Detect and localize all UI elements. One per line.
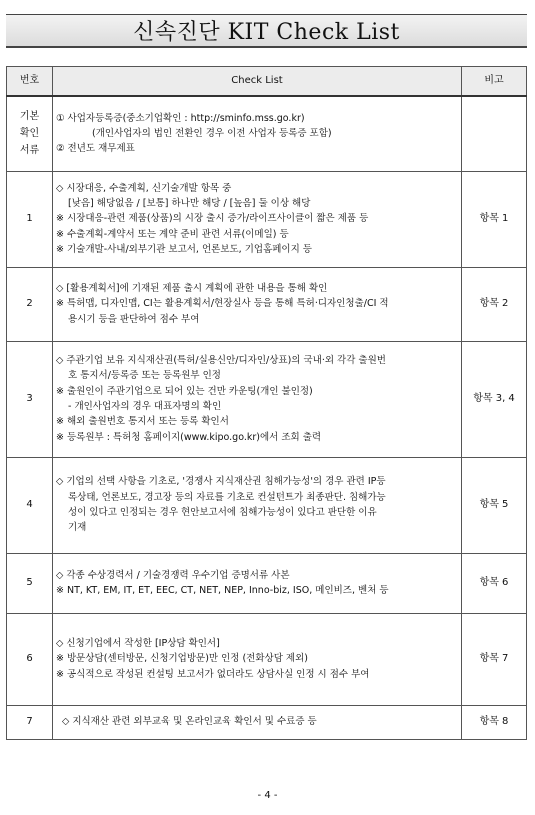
row-line: ◇ 신청기업에서 작성한 [IP상담 확인서] [56,637,220,649]
header-check-list: Check List [53,67,462,97]
row-line: ※ 등록원부 : 특허청 홈페이지(www.kipo.go.kr)에서 조회 출력 [56,431,322,443]
row-line: ② 전년도 재무제표 [56,143,135,155]
row-number: 7 [7,705,53,739]
row-line: ◇ 기업의 선택 사항을 기초로, '경쟁사 지식재산권 침해가능성'의 경우 관련 IP등 [56,476,386,488]
row-content [53,96,462,171]
row-number: 기본 확인 서류 [7,96,53,171]
row-line: (개인사업자의 법인 전환인 경우 이전 사업자 등록증 포함) [92,128,332,140]
checklist-table [6,66,527,740]
row-line: ◇ 지식재산 관련 외부교육 및 온라인교육 확인서 및 수료증 등 [62,716,317,728]
row-line: 성이 있다고 인정되는 경우 현안보고서에 침해가능성이 있다고 판단한 이유 [68,507,377,518]
row-content [53,171,462,267]
row-content [53,267,462,341]
row-content [53,341,462,457]
row-number: 4 [7,457,53,553]
row-line: ◇ 각종 수상경력서 / 기술경쟁력 우수기업 증명서류 사본 [56,569,290,581]
row-remark: 항목 6 [462,553,527,613]
row-number: 1 [7,171,53,267]
table-row [7,96,527,171]
row-content [53,457,462,553]
table-row [7,171,527,267]
table-row [7,341,527,457]
header-no: 번호 [7,67,53,97]
row-line: [낮음] 해당없음 / [보통] 하나만 해당 / [높음] 둘 이상 해당 [68,197,311,209]
header-remark: 비고 [462,67,527,97]
table-header-row [7,67,527,97]
row-line: ※ 해외 출원번호 통지서 또는 등록 확인서 [56,416,229,428]
row-remark: 항목 2 [462,267,527,341]
row-number: 6 [7,613,53,705]
row-line: ① 사업자등록증(중소기업확인 : http://sminfo.mss.go.kr) [56,112,305,124]
row-line: 록상태, 언론보도, 경고장 등의 자료를 기초로 컨설턴트가 최종판단. 침해가능 [68,491,386,503]
row-line: ◇ [활용계획서]에 기재된 제품 출시 계획에 관한 내용을 통해 확인 [56,282,328,294]
row-remark: 항목 8 [462,705,527,739]
row-remark [462,96,527,171]
row-line: ※ 특허맵, 디자인맵, CI는 활용계획서/현장실사 등을 통해 특허·디자인청출/CI 적 [56,298,389,310]
row-line: 기재 [68,522,87,534]
row-line: ◇ 시장대응, 수출계획, 신기술개발 항목 중 [56,182,232,194]
table-row [7,267,527,341]
row-line: 호 통지서/등록증 또는 등록원부 인정 [68,370,221,382]
row-line: ※ 수출계획-계약서 또는 계약 준비 관련 서류(이메일) 등 [56,228,289,240]
row-content [53,613,462,705]
row-line: ※ NT, KT, EM, IT, ET, EEC, CT, NET, NEP, Inno-biz, ISO, 메인비즈, 벤처 등 [56,585,389,596]
row-line: ※ 출원인이 주관기업으로 되어 있는 건만 카운팅(개인 불인정) [56,385,313,397]
row-line: ※ 공식적으로 작성된 컨설팅 보고서가 없더라도 상담사실 인정 시 점수 부여 [56,668,370,680]
row-remark: 항목 5 [462,457,527,553]
row-line: - 개인사업자의 경우 대표자명의 확인 [68,401,222,412]
row-content [53,705,462,739]
row-line: ◇ 주관기업 보유 지식재산권(특허/실용신안/디자인/상표)의 국내·외 각각 출원번 [56,354,386,366]
row-number: 3 [7,341,53,457]
row-number: 5 [7,553,53,613]
row-line: 용시기 등을 판단하여 점수 부여 [68,313,200,325]
table-row [7,457,527,553]
row-remark: 항목 3, 4 [462,341,527,457]
page-number: - 4 - [257,790,278,801]
row-remark: 항목 1 [462,171,527,267]
row-content [53,553,462,613]
table-row [7,553,527,613]
row-line: ※ 방문상담(센터방문, 신청기업방문)만 인정 (전화상담 제외) [56,653,308,665]
table-row [7,613,527,705]
row-line: ※ 시장대응-관련 제품(상품)의 시장 출시 증가/라이프사이클이 짧은 제품 등 [56,213,369,225]
row-remark: 항목 7 [462,613,527,705]
page-title: 신속진단 KIT Check List [6,14,527,48]
row-number: 2 [7,267,53,341]
table-row [7,705,527,739]
row-line: ※ 기술개발-사내/외부기관 보고서, 언론보도, 기업홈페이지 등 [56,244,312,256]
